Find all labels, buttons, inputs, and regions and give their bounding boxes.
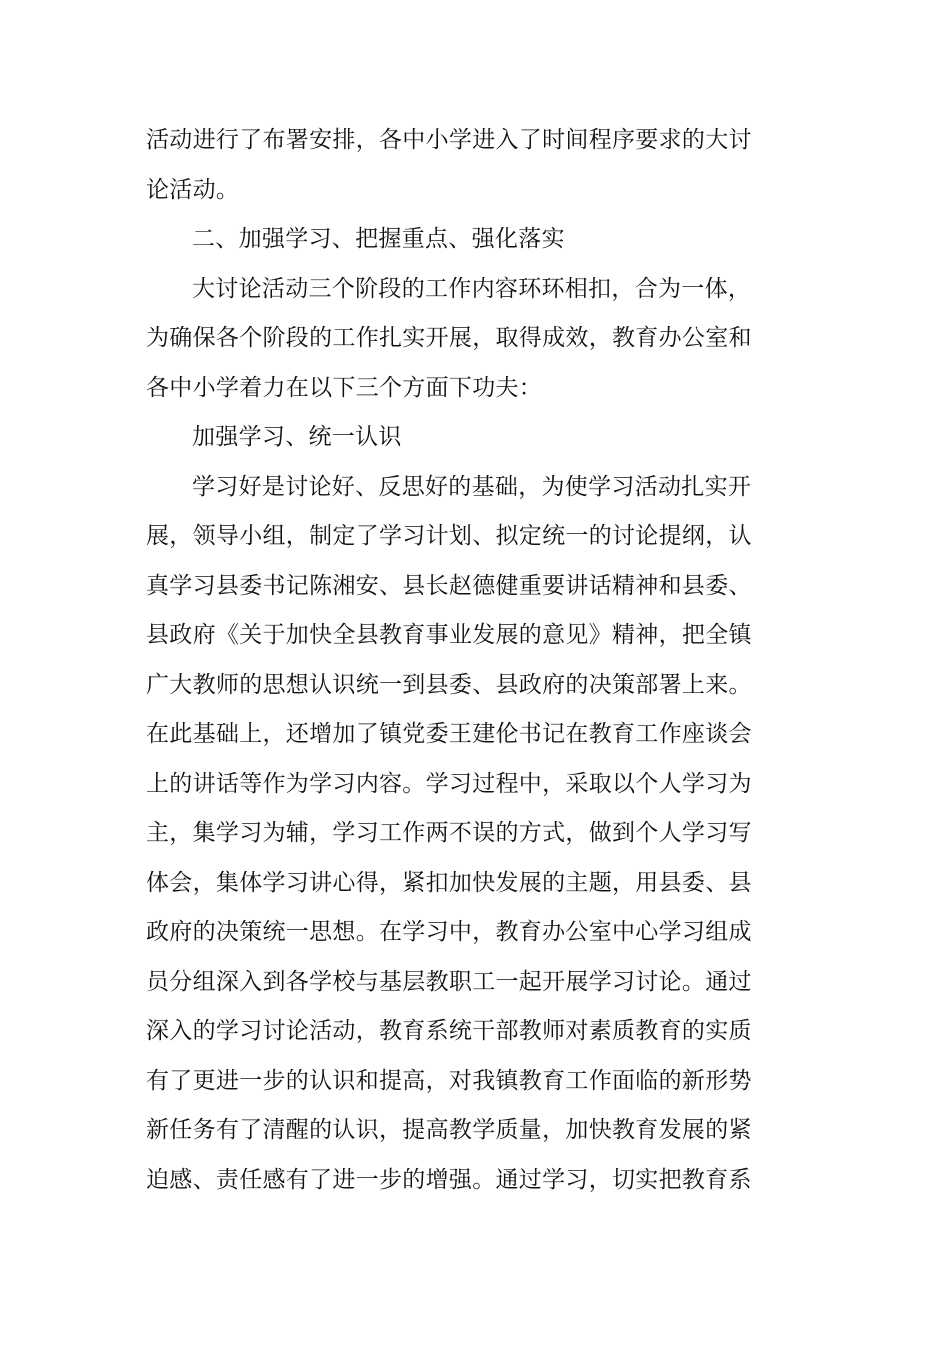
text-line: 活动进行了布署安排，各中小学进入了时间程序要求的大讨 xyxy=(146,127,752,153)
text-line: 为确保各个阶段的工作扎实开展，取得成效，教育办公室和 xyxy=(146,325,752,351)
subsection-heading: 加强学习、统一认识 xyxy=(192,424,402,450)
text-line: 员分组深入到各学校与基层教职工一起开展学习讨论。通过 xyxy=(146,968,752,995)
text-line: 迫感、责任感有了进一步的增强。通过学习，切实把教育系 xyxy=(146,1166,752,1193)
paragraph-first-line: 大讨论活动三个阶段的工作内容环环相扣，合为一体， xyxy=(192,275,752,302)
paragraph-first-line: 学习好是讨论好、反思好的基础，为使学习活动扎实开 xyxy=(192,473,752,500)
text-line: 政府的决策统一思想。在学习中，教育办公室中心学习组成 xyxy=(146,919,752,945)
section-heading: 二、加强学习、把握重点、强化落实 xyxy=(192,226,565,252)
text-line: 论活动。 xyxy=(146,176,240,203)
text-line: 上的讲话等作为学习内容。学习过程中，采取以个人学习为 xyxy=(146,770,752,797)
text-line: 在此基础上，还增加了镇党委王建伦书记在教育工作座谈会 xyxy=(146,721,752,747)
text-line: 真学习县委书记陈湘安、县长赵德健重要讲话精神和县委、 xyxy=(146,572,752,599)
text-line: 深入的学习讨论活动，教育系统干部教师对素质教育的实质 xyxy=(146,1018,752,1044)
text-line: 广大教师的思想认识统一到县委、县政府的决策部署上来。 xyxy=(146,671,752,698)
text-line: 展，领导小组，制定了学习计划、拟定统一的讨论提纲，认 xyxy=(146,523,752,549)
text-line: 主，集学习为辅，学习工作两不误的方式，做到个人学习写 xyxy=(146,820,752,846)
text-line: 县政府《关于加快全县教育事业发展的意见》精神，把全镇 xyxy=(146,622,752,648)
text-line: 新任务有了清醒的认识，提高教学质量，加快教育发展的紧 xyxy=(146,1117,752,1143)
body-text xyxy=(146,116,752,1205)
text-line: 有了更进一步的认识和提高，对我镇教育工作面临的新形势 xyxy=(146,1067,752,1094)
text-line: 各中小学着力在以下三个方面下功夫： xyxy=(146,374,543,401)
text-line: 体会，集体学习讲心得，紧扣加快发展的主题，用县委、县 xyxy=(146,869,752,896)
